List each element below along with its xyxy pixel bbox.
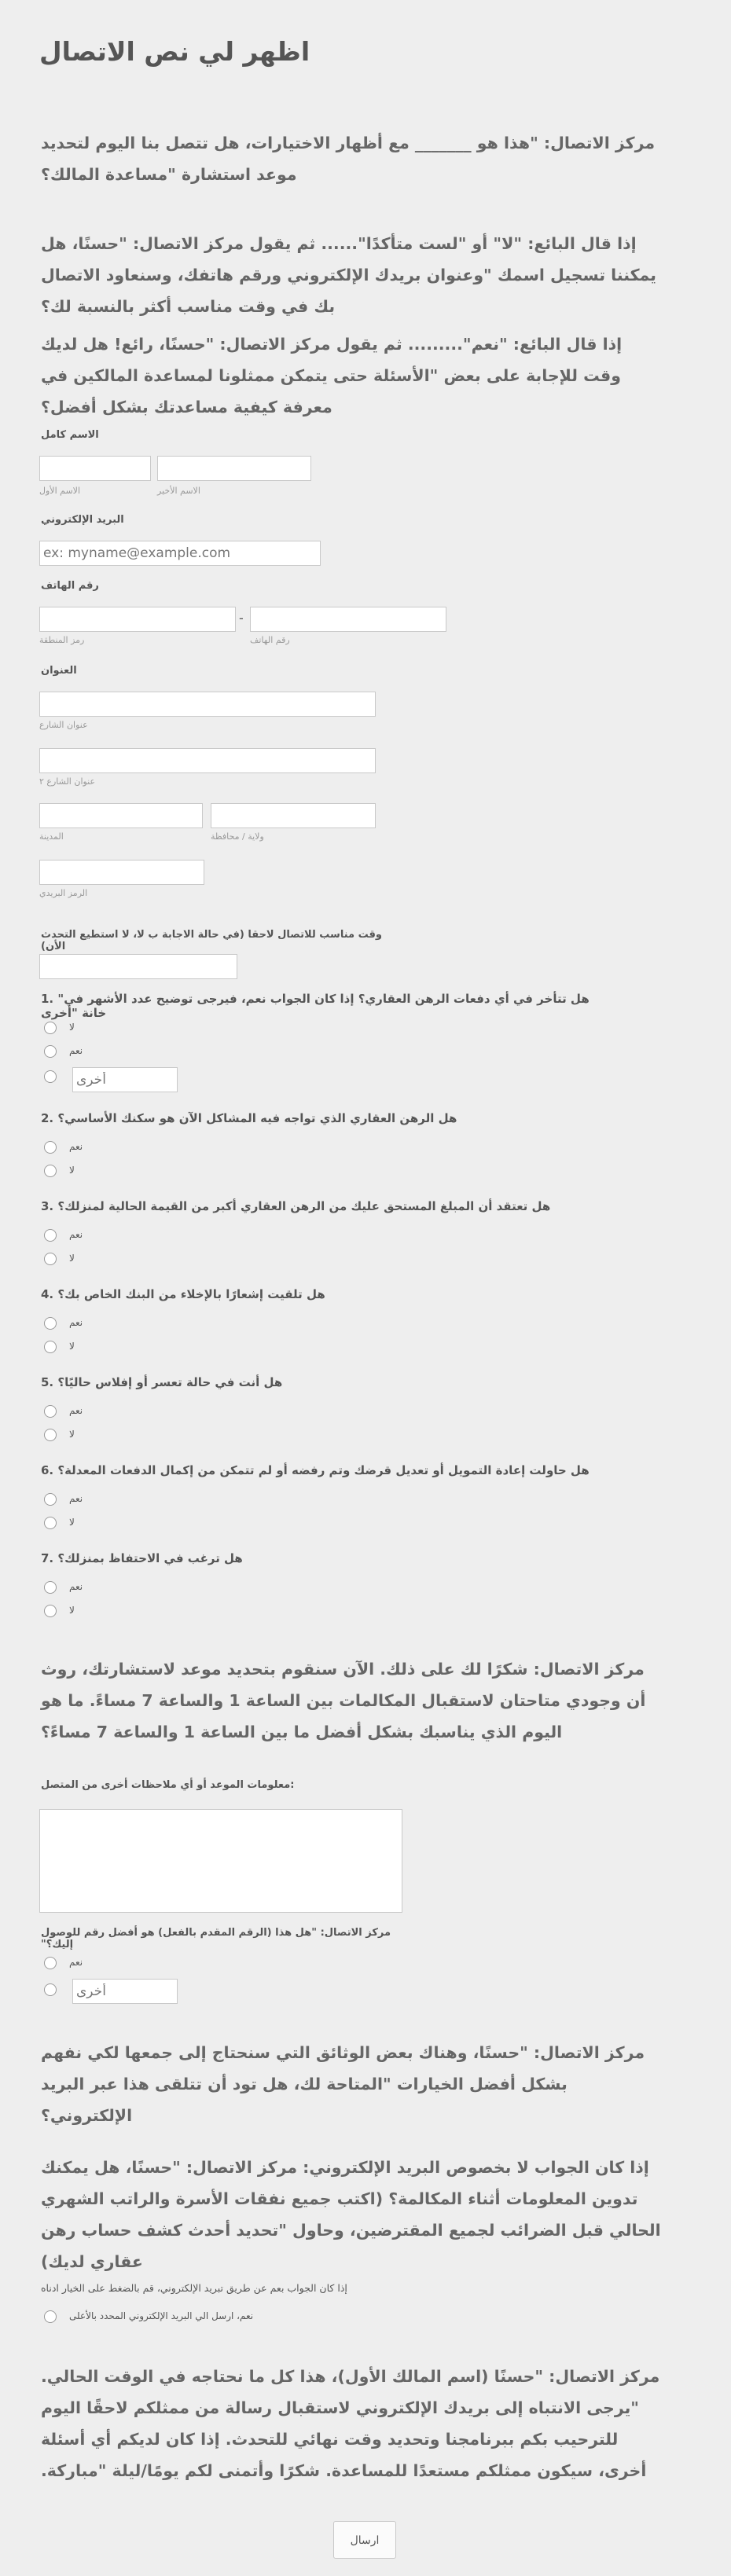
- best-number-other-input[interactable]: [72, 1979, 178, 2004]
- question-7-option-yes-radio[interactable]: [44, 1581, 57, 1594]
- email-label: البريد الإلكتروني: [41, 514, 124, 526]
- street-address-2-sublabel: عنوان الشارع ٢: [39, 776, 96, 787]
- street-address-input[interactable]: [39, 692, 376, 717]
- question-3-text: هل تعتقد أن المبلغ المستحق عليك من الرهن العقاري أكبر من القيمة الحالية لمنزلك؟: [57, 1199, 551, 1213]
- question-7-number: 7.: [41, 1551, 54, 1565]
- email-choice-option-label: نعم، ارسل الي البريد الإلكتروني المحدد بالأعلى: [69, 2310, 254, 2321]
- question-4-option-no-label: لا: [69, 1341, 75, 1352]
- question-2-option-no-label: لا: [69, 1165, 75, 1176]
- state-sublabel: ولاية / محافظة: [211, 831, 264, 842]
- last-name-input[interactable]: [157, 456, 311, 481]
- question-1-other-input[interactable]: [72, 1067, 178, 1092]
- callback-time-input[interactable]: [39, 954, 237, 979]
- closing-paragraph: مركز الاتصال: "حسنًا (اسم المالك الأول)، هذا كل ما نحتاجه في الوقت الحالي. "يرجى الانتباه إلى بريدك الإلكتروني لاستقبال رسالة من ممثلكم لاحقًا اليوم للترحيب بكم ببرنامجنا وتحديد وقت نهائي للتحدث. إذا كان لديكم أي أسئلة أخرى، سيكون ممثلكم مستعدًا للمساعدة. شكرًا وأتمنى لكم يومًا/ليلة "مباركة.: [41, 2367, 660, 2480]
- question-4-option-yes-radio[interactable]: [44, 1317, 57, 1330]
- question-6-option-yes-label: نعم: [69, 1493, 83, 1504]
- city-input[interactable]: [39, 803, 203, 828]
- phone-separator: -: [239, 611, 244, 626]
- submit-button[interactable]: ارسال: [333, 2521, 396, 2559]
- schedule-paragraph: مركز الاتصال: شكرًا لك على ذلك. الآن سنقوم بتحديد موعد لاستشارتك، روث أن وجودي متاحتان لاستقبال المكالمات بين الساعة 1 والساعة 7 مساءً. ما هو اليوم الذي يناسبك بشكل أفضل ما بين الساعة 1 والساعة 7 مساءً؟: [41, 1660, 646, 1741]
- email-input[interactable]: [39, 541, 321, 566]
- question-4-option-no-radio[interactable]: [44, 1341, 57, 1353]
- question-7-option-no-label: لا: [69, 1605, 75, 1616]
- question-7-option-no-radio[interactable]: [44, 1605, 57, 1617]
- question-6-option-yes-radio[interactable]: [44, 1493, 57, 1506]
- question-7-option-yes-label: نعم: [69, 1581, 83, 1592]
- question-1-option-no-label: لا: [69, 1022, 75, 1033]
- best-number-label: مركز الاتصال: "هل هذا (الرقم المقدم بالفعل) هو أفضل رقم للوصول إليك؟": [41, 1927, 391, 1950]
- question-3-option-no-label: لا: [69, 1253, 75, 1264]
- question-1-option-yes-label: نعم: [69, 1045, 83, 1056]
- question-3: [41, 1199, 550, 1213]
- question-2-option-yes-label: نعم: [69, 1141, 83, 1152]
- question-5: [41, 1375, 282, 1389]
- question-5-text: هل أنت في حالة تعسر أو إفلاس حاليًا؟: [57, 1375, 283, 1389]
- notes-textarea[interactable]: [39, 1809, 402, 1913]
- best-number-yes-radio[interactable]: [44, 1957, 57, 1969]
- question-6: [41, 1463, 590, 1477]
- best-number-yes-label: نعم: [69, 1957, 83, 1968]
- question-5-option-no-radio[interactable]: [44, 1429, 57, 1441]
- callback-time-label: وقت مناسب للاتصال لاحقا (في حالة الاجابة ب لا، لا استطيع التحدث الأن): [41, 929, 382, 952]
- intro-paragraph-1: مركز الاتصال: "هذا هو _______ مع أظهار الاختيارات، هل تتصل بنا اليوم لتحديد موعد استشارة "مساعدة المالك؟: [41, 134, 656, 184]
- email-choice-label: إذا كان الجواب بعم عن طريق تبريد الإلكتروني، قم بالضغط على الخيار ادناه: [41, 2282, 347, 2294]
- intro-paragraph-2: إذا قال البائع: "لا" أو "لست متأكدًا"...... ثم يقول مركز الاتصال: "حسنًا، هل يمكننا تسجيل اسمك "وعنوان بريدك الإلكتروني ورقم هاتفك، وسنعاود الاتصال بك في وقت مناسب أكثر بالنسبة لك؟: [41, 234, 656, 316]
- full-name-label: الاسم كامل: [41, 429, 99, 441]
- question-5-option-yes-radio[interactable]: [44, 1405, 57, 1418]
- phone-number-input[interactable]: [250, 607, 446, 632]
- question-7-text: هل ترغب في الاحتفاظ بمنزلك؟: [57, 1551, 243, 1565]
- first-name-sublabel: الاسم الأول: [39, 486, 80, 496]
- question-5-option-yes-label: نعم: [69, 1405, 83, 1416]
- question-2-text: هل الرهن العقاري الذي تواجه فيه المشاكل الآن هو سكنك الأساسي؟: [57, 1111, 457, 1125]
- question-1-option-other-radio[interactable]: [44, 1070, 57, 1083]
- address-label: العنوان: [41, 665, 77, 677]
- email-choice-radio[interactable]: [44, 2310, 57, 2323]
- zip-input[interactable]: [39, 860, 204, 885]
- question-4-text: هل تلقيت إشعارًا بالإخلاء من البنك الخاص بك؟: [57, 1287, 325, 1301]
- question-4: [41, 1287, 325, 1301]
- question-6-text: هل حاولت إعادة التمويل أو تعديل قرضك وتم رفضه أو لم تتمكن من إكمال الدفعات المعدلة؟: [57, 1463, 590, 1477]
- best-number-other-radio[interactable]: [44, 1983, 57, 1996]
- phone-area-sublabel: رمز المنطقة: [39, 635, 85, 645]
- question-2-option-yes-radio[interactable]: [44, 1141, 57, 1154]
- question-6-option-no-label: لا: [69, 1517, 75, 1528]
- phone-number-sublabel: رقم الهاتف: [250, 635, 290, 645]
- street-address-sublabel: عنوان الشارع: [39, 720, 88, 730]
- question-1-option-yes-radio[interactable]: [44, 1045, 57, 1058]
- question-6-option-no-radio[interactable]: [44, 1517, 57, 1529]
- first-name-input[interactable]: [39, 456, 151, 481]
- question-4-option-yes-label: نعم: [69, 1317, 83, 1328]
- question-4-number: 4.: [41, 1287, 54, 1301]
- question-1-number: 1.: [41, 992, 54, 1006]
- question-2: [41, 1111, 457, 1125]
- question-7: [41, 1551, 243, 1565]
- notes-label: معلومات الموعد أو أي ملاحظات أخرى من المتصل:: [41, 1779, 295, 1791]
- question-1-text: "هل تتأخر في أي دفعات الرهن العقاري؟ إذا كان الجواب نعم، فيرجى توضيح عدد الأشهر في خانة "أخرى: [41, 992, 590, 1020]
- zip-sublabel: الرمز البريدي: [39, 888, 88, 898]
- question-3-option-yes-radio[interactable]: [44, 1229, 57, 1242]
- intro-paragraph-3: إذا قال البائع: "نعم"......... ثم يقول مركز الاتصال: "حسنًا، رائع! هل لديك وقت للإجابة على بعض "الأسئلة حتى يتمكن ممثلونا لمساعدة المالكين في معرفة كيفية مساعدتك بشكل أفضل؟: [41, 335, 623, 416]
- state-input[interactable]: [211, 803, 376, 828]
- question-2-option-no-radio[interactable]: [44, 1165, 57, 1177]
- question-1: [41, 992, 607, 1020]
- phone-area-input[interactable]: [39, 607, 236, 632]
- question-3-option-no-radio[interactable]: [44, 1253, 57, 1265]
- question-2-number: 2.: [41, 1111, 54, 1125]
- question-5-option-no-label: لا: [69, 1429, 75, 1440]
- question-6-number: 6.: [41, 1463, 54, 1477]
- form-title: اظهر لي نص الاتصال: [39, 36, 310, 67]
- phone-label: رقم الهاتف: [41, 580, 99, 592]
- street-address-2-input[interactable]: [39, 748, 376, 773]
- question-5-number: 5.: [41, 1375, 54, 1389]
- no-email-paragraph: إذا كان الجواب لا بخصوص البريد الإلكتروني: مركز الاتصال: "حسنًا، هل يمكنك تدوين المعلومات أثناء المكالمة؟ (اكتب جميع نفقات الأسرة والراتب الشهري الحالي قبل الضرائب لجميع المقترضين، وحاول "تحديد أحدث كشف حساب رهن عقاري لديك): [41, 2158, 661, 2271]
- question-3-option-yes-label: نعم: [69, 1229, 83, 1240]
- documents-paragraph: مركز الاتصال: "حسنًا، وهناك بعض الوثائق التي سنحتاج إلى جمعها لكي نفهم بشكل أفضل الخيارات "المتاحة لك، هل تود أن تتلقى هذا عبر البريد الإلكتروني؟: [41, 2043, 645, 2125]
- question-3-number: 3.: [41, 1199, 54, 1213]
- last-name-sublabel: الاسم الأخير: [157, 486, 200, 496]
- city-sublabel: المدينة: [39, 831, 64, 842]
- question-1-option-no-radio[interactable]: [44, 1022, 57, 1034]
